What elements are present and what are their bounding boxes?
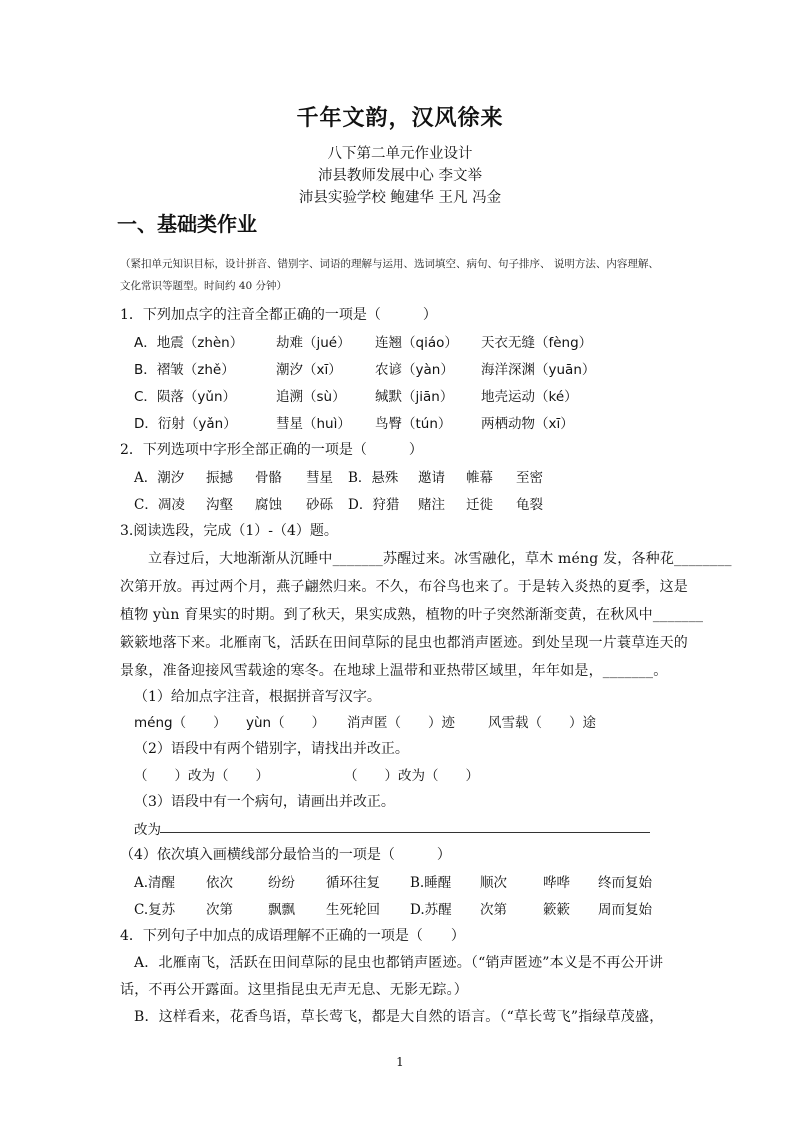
q3-sub-4-word: 簌簌 (543, 902, 570, 918)
passage-line: 次第开放。再过两个月，燕子翩然归来。不久，布谷鸟也来了。于是转入炎热的夏季，这是 (120, 579, 688, 595)
q3-sub-4: （4）依次填入画横线部分最恰当的一项是（ ） (120, 847, 451, 863)
passage-line: 簌簌地落下来。北雁南飞，活跃在田间草际的昆虫也都消声匿迹。到处呈现一片蓑草连天的 (120, 635, 688, 651)
q3-sub-4-word: 次第 (206, 902, 233, 918)
q3-sub-4-word: 周而复始 (598, 902, 652, 918)
q1-option-b-4: 海洋深渊（yuān） (481, 362, 596, 378)
question-1-stem: 1．下列加点字的注音全都正确的一项是（ ） (120, 307, 437, 323)
q2-word: 帷幕 (466, 470, 493, 486)
q1-option-c-1: C．陨落（yǔn） (134, 389, 237, 405)
section-note-line-2: 文化常识等题型。时间约 40 分钟） (120, 280, 288, 292)
q2-word: D．狩猎 (348, 497, 400, 513)
page-number: 1 (396, 1055, 404, 1069)
q1-option-d-1: D．衍射（yǎn） (134, 416, 237, 432)
passage-line: 植物 yùn 育果实的时期。到了秋天，果实成熟，植物的叶子突然渐渐变黄，在秋风中_______ (120, 607, 704, 623)
q3-sub-4-word: 次第 (480, 902, 507, 918)
page-title: 千年文韵，汉风徐来 (296, 105, 504, 131)
q3-sub-3-answer-label: 改为 (134, 822, 161, 838)
q4-option-a-line-2: 话，不再公开露面。这里指昆虫无声无息、无影无踪。） (120, 982, 468, 998)
question-3-stem: 3.阅读选段，完成（1）-（4）题。 (120, 523, 338, 539)
passage-line: 立春过后，大地渐渐从沉睡中_______苏醒过来。冰雪融化，草木 méng 发，各种花________ (148, 551, 732, 567)
q3-sub-1-item: yùn（ ） (246, 715, 326, 731)
q2-word: 腐蚀 (255, 497, 282, 513)
answer-line (160, 832, 650, 833)
q1-option-a-2: 劫难（jué） (276, 335, 351, 351)
q4-option-b-line-1: B．这样看来，花香鸟语，草长莺飞，都是大自然的语言。（“草长莺飞”指绿草茂盛， (134, 1009, 664, 1025)
q3-sub-4-word: D.苏醒 (410, 902, 452, 918)
q1-option-c-4: 地壳运动（ké） (481, 389, 578, 405)
q3-sub-4-word: A.清醒 (134, 875, 176, 891)
section-note-line-1: （紧扣单元知识目标，设计拼音、错别字、词语的理解与运用、选词填空、病句、句子排序、 说明方法、内容理解、 (120, 258, 659, 270)
q1-option-b-3: 农谚（yàn） (375, 362, 454, 378)
q1-option-a-3: 连翘（qiáo） (375, 335, 458, 351)
q2-word: 邀请 (418, 470, 445, 486)
passage-line: 景象，准备迎接风雪载途的寒冬。在地球上温带和亚热带区域里，年年如是，_______。 (120, 663, 668, 679)
q3-sub-1-item: méng（ ） (134, 715, 227, 731)
q2-word: 砂砾 (306, 497, 333, 513)
q3-sub-3: （3）语段中有一个病句，请画出并改正。 (134, 794, 395, 810)
q2-word: 迁徙 (466, 497, 493, 513)
page-subtitle: 八下第二单元作业设计 (327, 146, 473, 162)
q1-option-b-2: 潮汐（xī） (276, 362, 342, 378)
q2-word: A．潮汐 (134, 470, 185, 486)
q2-word: 振撼 (206, 470, 233, 486)
q3-sub-4-word: 哗哗 (543, 875, 570, 891)
q3-sub-1: （1）给加点字注音，根据拼音写汉字。 (134, 689, 381, 705)
q3-sub-4-word: B.睡醒 (410, 875, 452, 891)
q2-word: 至密 (516, 470, 543, 486)
section-heading: 一、基础类作业 (117, 212, 257, 236)
q2-word: B．悬殊 (348, 470, 399, 486)
q3-sub-4-word: 纷纷 (268, 875, 295, 891)
q3-sub-4-word: C.复苏 (134, 902, 176, 918)
q3-sub-1-item: 消声匿（ ）迹 (347, 715, 455, 731)
q3-sub-4-word: 顺次 (480, 875, 507, 891)
question-4-stem: 4．下列句子中加点的成语理解不正确的一项是（ ） (120, 928, 465, 944)
q3-sub-4-word: 飘飘 (268, 902, 295, 918)
q3-sub-4-word: 终而复始 (598, 875, 652, 891)
author-line-1: 沛县教师发展中心 李文举 (317, 168, 483, 184)
author-line-2: 沛县实验学校 鲍建华 王凡 冯金 (298, 190, 502, 206)
q3-sub-2: （2）语段中有两个错别字，请找出并改正。 (134, 741, 409, 757)
q2-word: C．凋凌 (134, 497, 185, 513)
q3-sub-4-word: 依次 (206, 875, 233, 891)
q1-option-d-4: 两栖动物（xī） (481, 416, 574, 432)
q1-option-c-3: 缄默（jiān） (375, 389, 454, 405)
question-2-stem: 2．下列选项中字形全部正确的一项是（ ） (120, 442, 423, 458)
q4-option-a-line-1: A．北雁南飞，活跃在田间草际的昆虫也都销声匿迹。（“销声匿迹”本义是不再公开讲 (134, 955, 664, 971)
q1-option-a-4: 天衣无缝（fèng） (481, 335, 593, 351)
q1-option-d-2: 彗星（huì） (276, 416, 351, 432)
q3-sub-1-item: 风雪载（ ）途 (488, 715, 596, 731)
q3-sub-4-word: 循环往复 (326, 875, 380, 891)
q2-word: 骨骼 (255, 470, 282, 486)
q3-sub-2-item: （ ）改为（ ） (134, 768, 269, 784)
q3-sub-4-word: 生死轮回 (326, 902, 380, 918)
q1-option-d-3: 鸟臀（tún） (375, 416, 452, 432)
q3-sub-2-item: （ ）改为（ ） (344, 768, 479, 784)
q1-option-b-1: B．褶皱（zhě） (134, 362, 235, 378)
q2-word: 赌注 (418, 497, 445, 513)
q1-option-a-1: A．地震（zhèn） (134, 335, 244, 351)
q1-option-c-2: 追溯（sù） (276, 389, 346, 405)
q2-word: 龟裂 (516, 497, 543, 513)
q2-word: 沟壑 (206, 497, 233, 513)
q2-word: 彗星 (306, 470, 333, 486)
